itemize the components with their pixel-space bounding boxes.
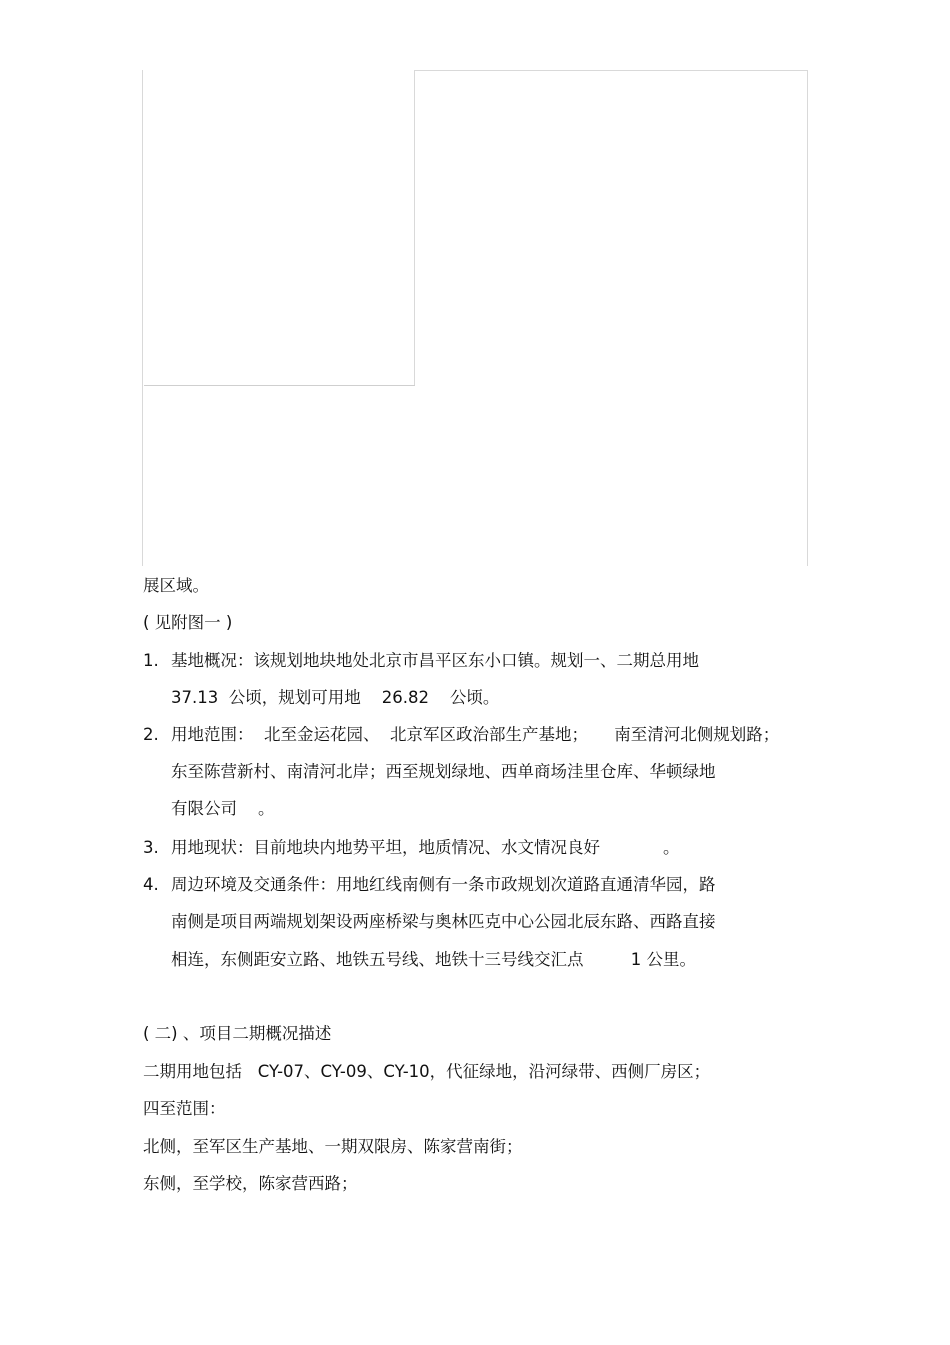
north-boundary: 北侧，至军区生产基地、一期双限房、陈家营南街；	[143, 1137, 523, 1156]
item-text-line: 基地概况：该规划地块地处北京市昌平区东小口镇。规划一、二期总用地	[171, 651, 699, 670]
section-heading: ( 二) 、项目二期概况描述	[143, 1024, 332, 1043]
item-number: 2.	[143, 725, 159, 744]
figure-border-left	[142, 70, 143, 566]
figure-reference: ( 见附图一 )	[143, 613, 233, 632]
figure-border-top	[414, 70, 808, 71]
figure-inset-border-right	[414, 70, 415, 386]
boundaries-label: 四至范围：	[143, 1099, 226, 1118]
item-text-line: 东至陈营新村、南清河北岸；西至规划绿地、西单商场洼里仓库、华顿绿地	[171, 762, 716, 781]
item-text-line: 有限公司 。	[171, 799, 275, 818]
item-number: 3.	[143, 838, 159, 857]
item-text-line: 南侧是项目两端规划架设两座桥梁与奥林匹克中心公园北辰东路、西路直接	[171, 912, 716, 931]
figure-border-right	[807, 70, 808, 566]
figure-placeholder	[142, 70, 808, 566]
continuation-line: 展区域。	[143, 576, 209, 595]
item-number: 1.	[143, 651, 159, 670]
east-boundary: 东侧，至学校，陈家营西路；	[143, 1174, 358, 1193]
item-text-line: 周边环境及交通条件：用地红线南侧有一条市政规划次道路直通清华园，路	[171, 875, 716, 894]
item-text-line: 37.13 公顷，规划可用地 26.82 公顷。	[171, 688, 500, 707]
item-text-line: 用地现状：目前地块内地势平坦，地质情况、水文情况良好 。	[171, 838, 680, 857]
item-text-line: 相连，东侧距安立路、地铁五号线、地铁十三号线交汇点 1 公里。	[171, 950, 696, 969]
item-text-line: 用地范围： 北至金运花园、 北京军区政治部生产基地； 南至清河北侧规划路；	[171, 725, 780, 744]
phase2-scope: 二期用地包括 CY-07、CY-09、CY-10，代征绿地，沿河绿带、西侧厂房区；	[143, 1062, 711, 1081]
item-number: 4.	[143, 875, 159, 894]
figure-inset-border-bottom	[144, 385, 415, 386]
